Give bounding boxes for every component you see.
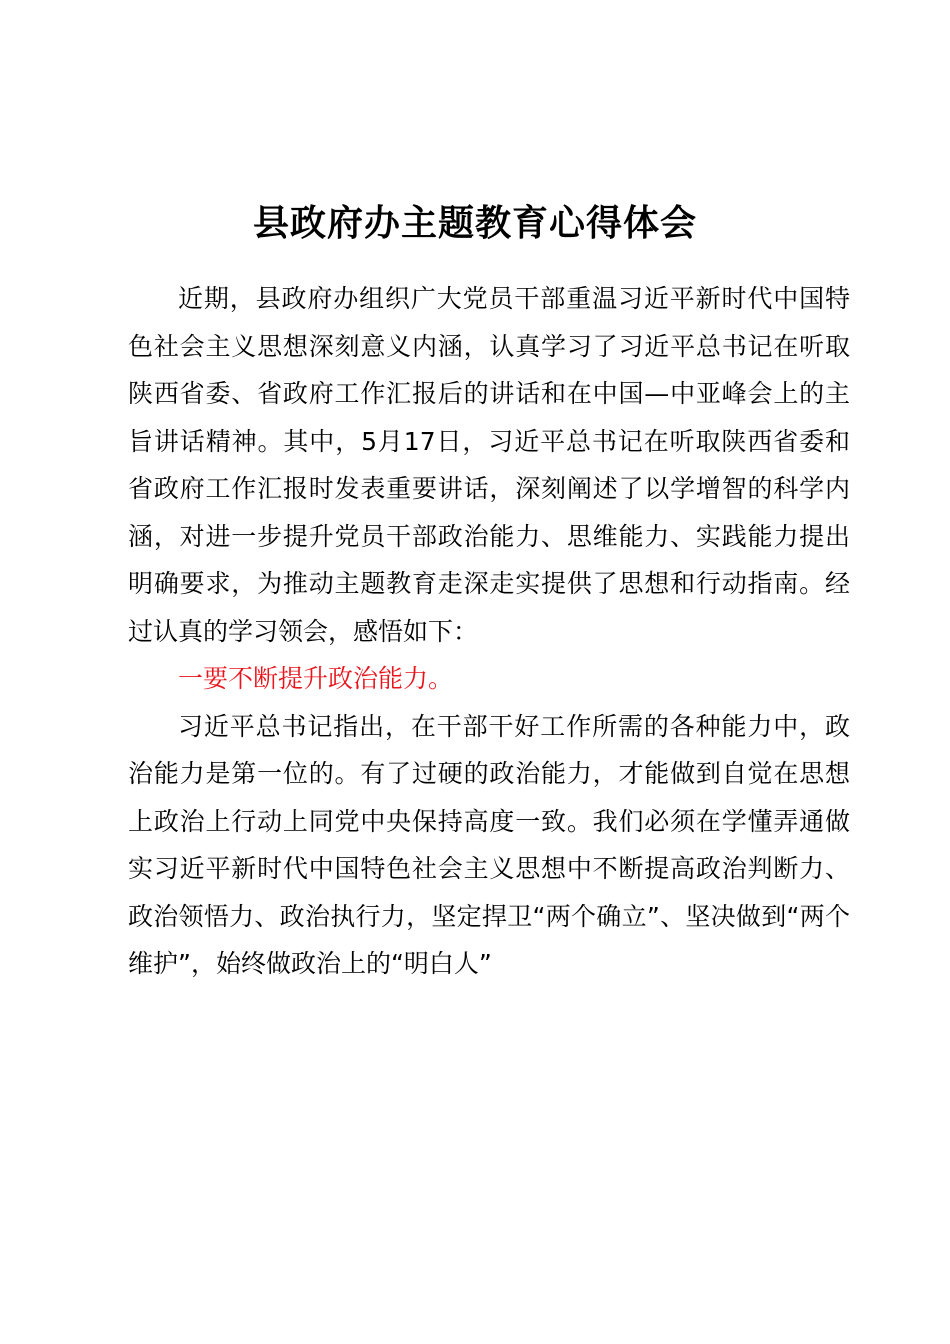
document-title: 县政府办主题教育心得体会 — [252, 203, 697, 244]
intro-paragraph: 近期，县政府办组织广大党员干部重温习近平新时代中国特色社会主义思想深刻意义内涵，认真学习了习近平总书记在听取陕西省委、省政府工作汇报后的讲话和在中国—中亚峰会上的主旨讲话精神。其中，5月17日，习近平总书记在听取陕西省委和省政府工作汇报时发表重要讲话，深刻阐述了以学增智的科学内涵，对进一步提升党员干部政治能力、思维能力、实践能力提出明确要求，为推动主题教育走深走实提供了思想和行动指南。经过认真的学习领会，感悟如下： — [128, 284, 850, 646]
document-body — [128, 275, 850, 988]
section-heading: 一要不断提升政治能力。 — [178, 664, 454, 693]
body-paragraph: 习近平总书记指出，在干部干好工作所需的各种能力中，政治能力是第一位的。有了过硬的政治能力，才能做到自觉在思想上政治上行动上同党中央保持高度一致。我们必须在学懂弄通做实习近平新时代中国特色社会主义思想中不断提高政治判断力、政治领悟力、政治执行力，坚定捍卫“两个确立”、坚决做到“两个维护”，始终做政治上的“明白人” — [128, 711, 850, 978]
